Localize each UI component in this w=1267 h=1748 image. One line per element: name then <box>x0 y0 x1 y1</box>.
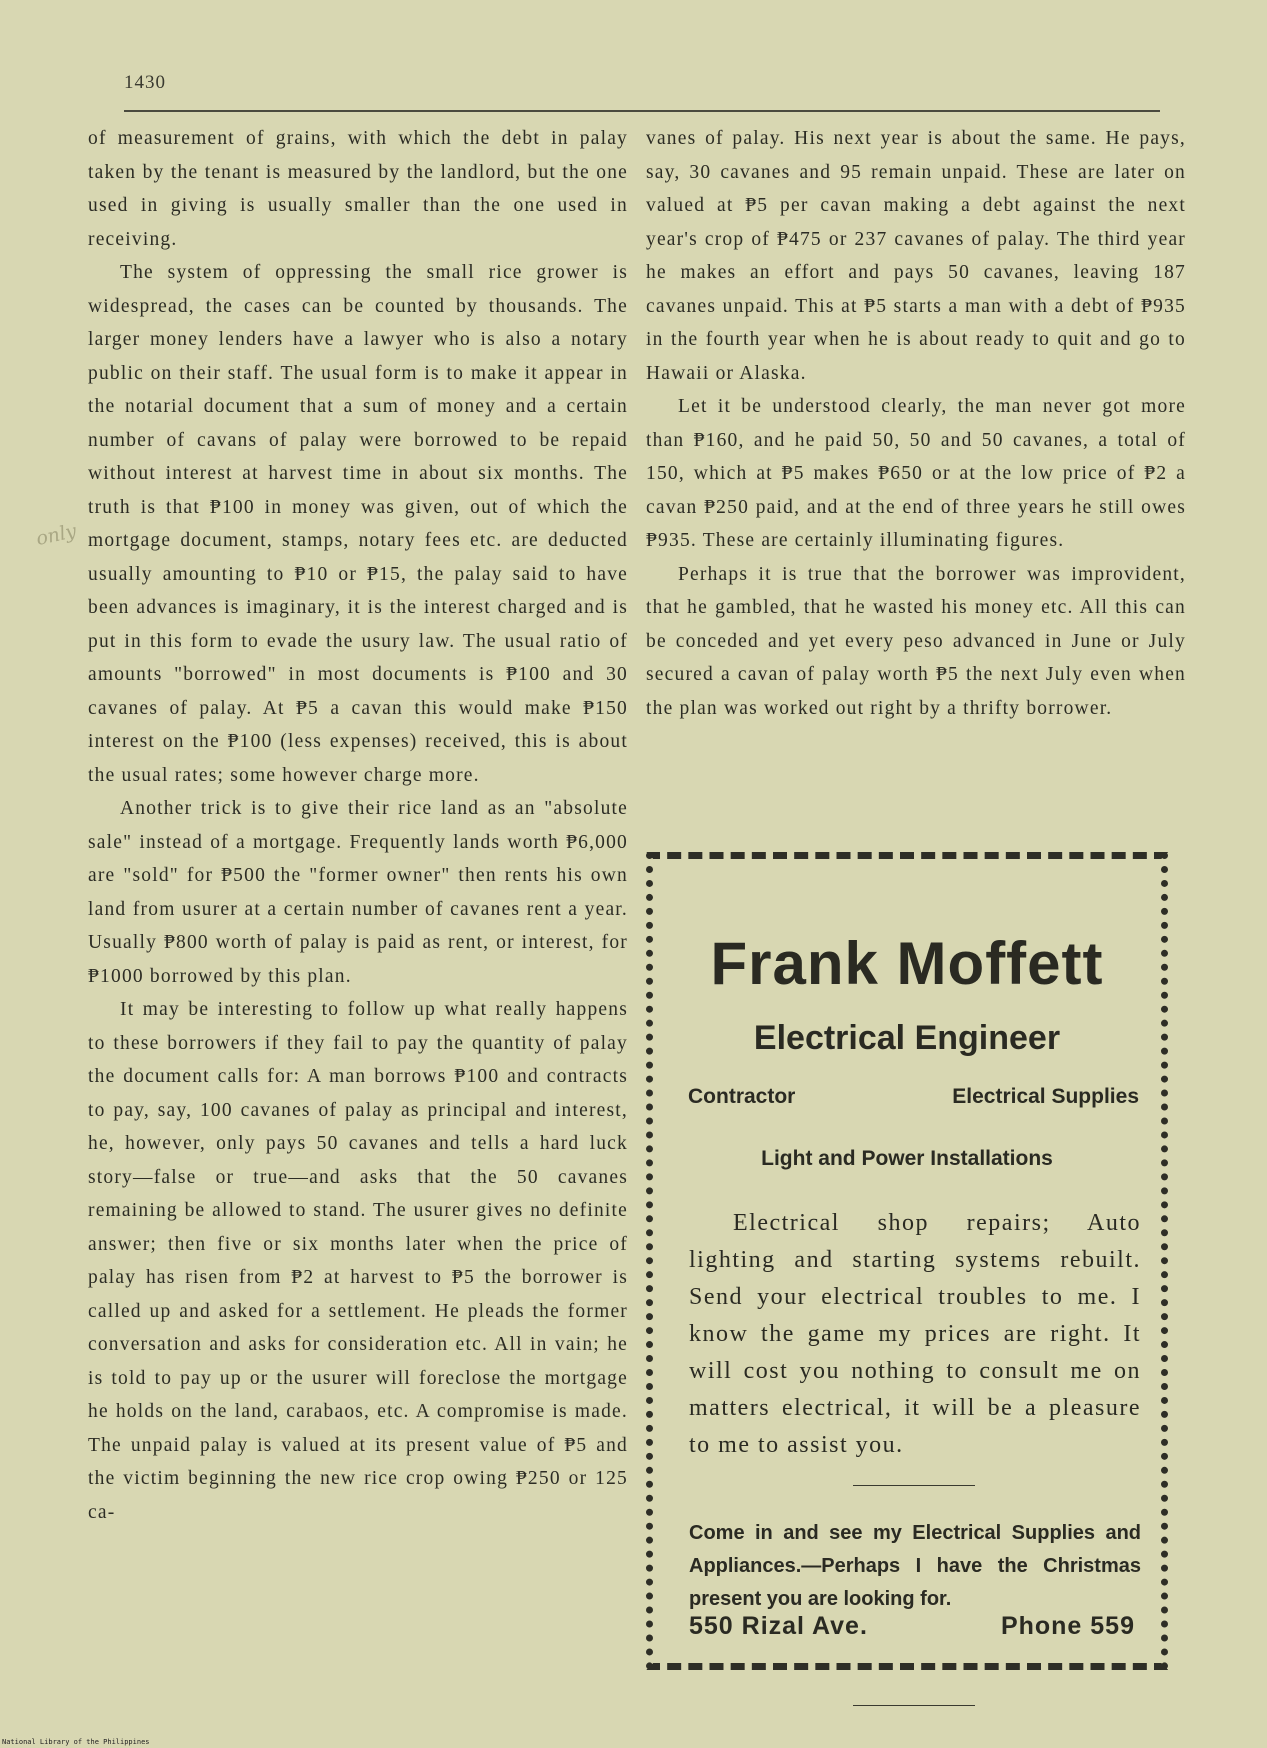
ad-body: Electrical shop repairs; Auto lighting and starting systems rebuilt. Send your electrical troubles to me. I know the game my prices are right. It will cost you nothing to consult me on matters electrical, it will be a pleasure to me to assist you. <box>689 1210 1141 1458</box>
paragraph: Another trick is to give their rice land as an "absolute sale" instead of a mortgage. Frequently lands worth ₱6,000 are "sold" for ₱500 the "former owner" then rents his own land from usurer at a certain number of cavanes rent a year. Usually ₱800 worth of palay is paid as rent, or interest, for ₱1000 borrowed by this plan. <box>88 798 628 987</box>
left-column <box>88 122 628 1529</box>
page-number: 1430 <box>124 72 166 93</box>
ad-divider <box>853 1705 975 1706</box>
paragraph: Let it be understood clearly, the man never got more than ₱160, and he paid 50, 50 and 50 cavanes, a total of 150, which at ₱5 makes ₱650 or at the low price of ₱2 a cavan ₱250 paid, and at the end of three years he still owes ₱935. These are certainly illuminating figures. <box>646 396 1186 551</box>
ad-name: Frank Moffett <box>710 930 1104 997</box>
ad-contractor: Contractor <box>688 1085 796 1108</box>
ad-phone: Phone 559 <box>1000 1612 1135 1640</box>
paragraph: vanes of palay. His next year is about the same. He pays, say, 30 cavanes and 95 remain unpaid. These are later on valued at ₱5 per cavan making a debt against the next year's crop of ₱475 or 237 cavanes of palay. The third year he makes an effort and pays 50 cavanes, leaving 187 cavanes unpaid. This at ₱5 starts a man with a debt of ₱935 in the fourth year when he is about ready to quit and go to Hawaii or Alaska. <box>646 128 1186 384</box>
advertisement-box <box>646 852 1168 1670</box>
header-rule <box>124 110 1160 112</box>
paragraph: The system of oppressing the small rice grower is widespread, the cases can be counted by thousands. The larger money lenders have a lawyer who is also a notary public on their staff. The usual form is to make it appear in the notarial document that a sum of money and a certain number of cavans of palay were borrowed to be repaid without interest at harvest time in about six months. The truth is that ₱100 in money was given, out of which the mortgage document, stamps, notary fees etc. are deducted usually amounting to ₱10 or ₱15, the palay said to have been advances is imaginary, it is the interest charged and is put in this form to evade the usury law. The usual ratio of amounts "borrowed" in most documents is ₱100 and 30 cavanes of palay. At ₱5 a cavan this would make ₱150 interest on the ₱100 (less expenses) received, this is about the usual rates; some however charge more. <box>88 262 628 786</box>
paragraph: of measurement of grains, with which the debt in palay taken by the tenant is measured by the landlord, but the one used in giving is usually smaller than the one used in receiving. <box>88 128 628 250</box>
ad-divider <box>853 1485 975 1486</box>
margin-handwriting: only <box>34 520 79 550</box>
right-column <box>646 122 1186 725</box>
paragraph: Perhaps it is true that the borrower was improvident, that he gambled, that he wasted his money etc. All this can be conceded and yet every peso advanced in June or July secured a cavan of palay worth ₱5 the next July even when the plan was worked out right by a thrifty borrower. <box>646 563 1186 719</box>
paragraph: It may be interesting to follow up what really happens to these borrowers if they fail to pay the quantity of palay the document calls for: A man borrows ₱100 and contracts to pay, say, 100 cavanes of palay as principal and interest, he, however, only pays 50 cavanes and tells a hard luck story—false or true—and asks that the 50 cavanes remaining be allowed to stand. The usurer gives no definite answer; then five or six months later when the price of palay has risen from ₱2 at harvest to ₱5 the borrower is called up and asked for a settlement. He pleads the former conversation and asks for consideration etc. All in vain; he is told to pay up or the usurer will foreclose the mortgage he holds on the land, carabaos, etc. A compromise is made. The unpaid palay is valued at its present value of ₱5 and the victim beginning the new rice crop owing ₱250 or 125 ca- <box>88 999 628 1523</box>
ad-promo: Come in and see my Electrical Supplies and Appliances.—Perhaps I have the Christmas present you are looking for. <box>689 1522 1141 1610</box>
ad-title: Electrical Engineer <box>753 1019 1061 1057</box>
ad-address: 550 Rizal Ave. <box>689 1612 868 1640</box>
footer-credit: National Library of the Philippines <box>2 1738 150 1746</box>
ad-installations: Light and Power Installations <box>761 1147 1053 1170</box>
ad-supplies: Electrical Supplies <box>952 1085 1139 1108</box>
